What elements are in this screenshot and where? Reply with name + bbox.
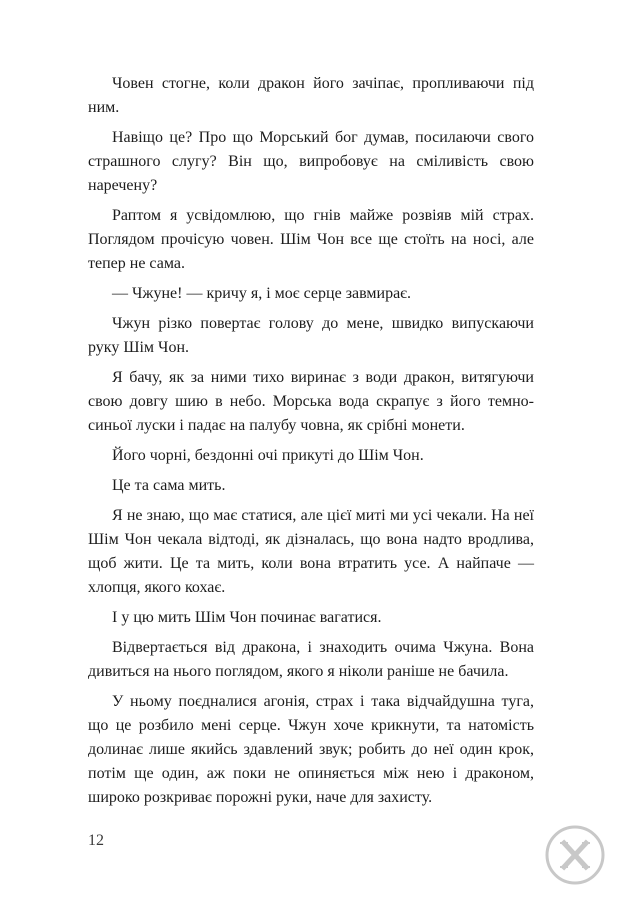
book-page-text <box>88 72 534 816</box>
paragraph: Чжун різко повертає голову до мене, швидко випускаючи руку Шім Чон. <box>88 315 534 356</box>
paragraph: Навіщо це? Про що Морський бог думав, посилаючи свого страшного слугу? Він що, випробовує на сміливість свою наречену? <box>88 129 534 194</box>
paragraph: Його чорні, бездонні очі прикуті до Шім Чон. <box>112 447 424 464</box>
paragraph: — Чжуне! — кричу я, і моє серце завмирає. <box>112 285 412 302</box>
paragraph: Я не знаю, що має статися, але цієї миті ми усі чекали. На неї Шім Чон чекала відтоді, як дізналась, що вона надто вродлива, щоб жити. Це та мить, коли вона втратить усе. А найпаче — хлопця, якого кохає. <box>88 507 534 596</box>
paragraph: Раптом я усвідомлюю, що гнів майже розвіяв мій страх. Поглядом прочісую човен. Шім Чон все ще стоїть на носі, але тепер не сама. <box>88 207 534 272</box>
paragraph: Човен стогне, коли дракон його зачіпає, пропливаючи під ним. <box>88 75 534 116</box>
paragraph: І у цю мить Шім Чон починає вагатися. <box>112 609 382 626</box>
page-number: 12 <box>88 832 104 849</box>
paragraph: Це та сама мить. <box>112 477 226 494</box>
x-logo-icon-svg <box>544 824 606 886</box>
x-logo-icon <box>544 824 606 886</box>
paragraph: Я бачу, як за ними тихо виринає з води дракон, витягуючи свою довгу шию в небо. Морська вода скрапує з його темно-синьої луски і падає на палубу човна, як срібні монети. <box>88 369 534 434</box>
paragraph: Відвертається від дракона, і знаходить очима Чжуна. Вона дивиться на нього поглядом, якого я ніколи раніше не бачила. <box>88 639 534 680</box>
paragraph: У ньому поєдналися агонія, страх і така відчайдушна туга, що це розбило мені серце. Чжун хоче крикнути, та натомість долинає лише якийсь здавлений звук; робить до неї один крок, потім ще один, аж поки не опиняється між нею і драконом, широко розкриває порожні руки, наче для захисту. <box>88 693 534 806</box>
